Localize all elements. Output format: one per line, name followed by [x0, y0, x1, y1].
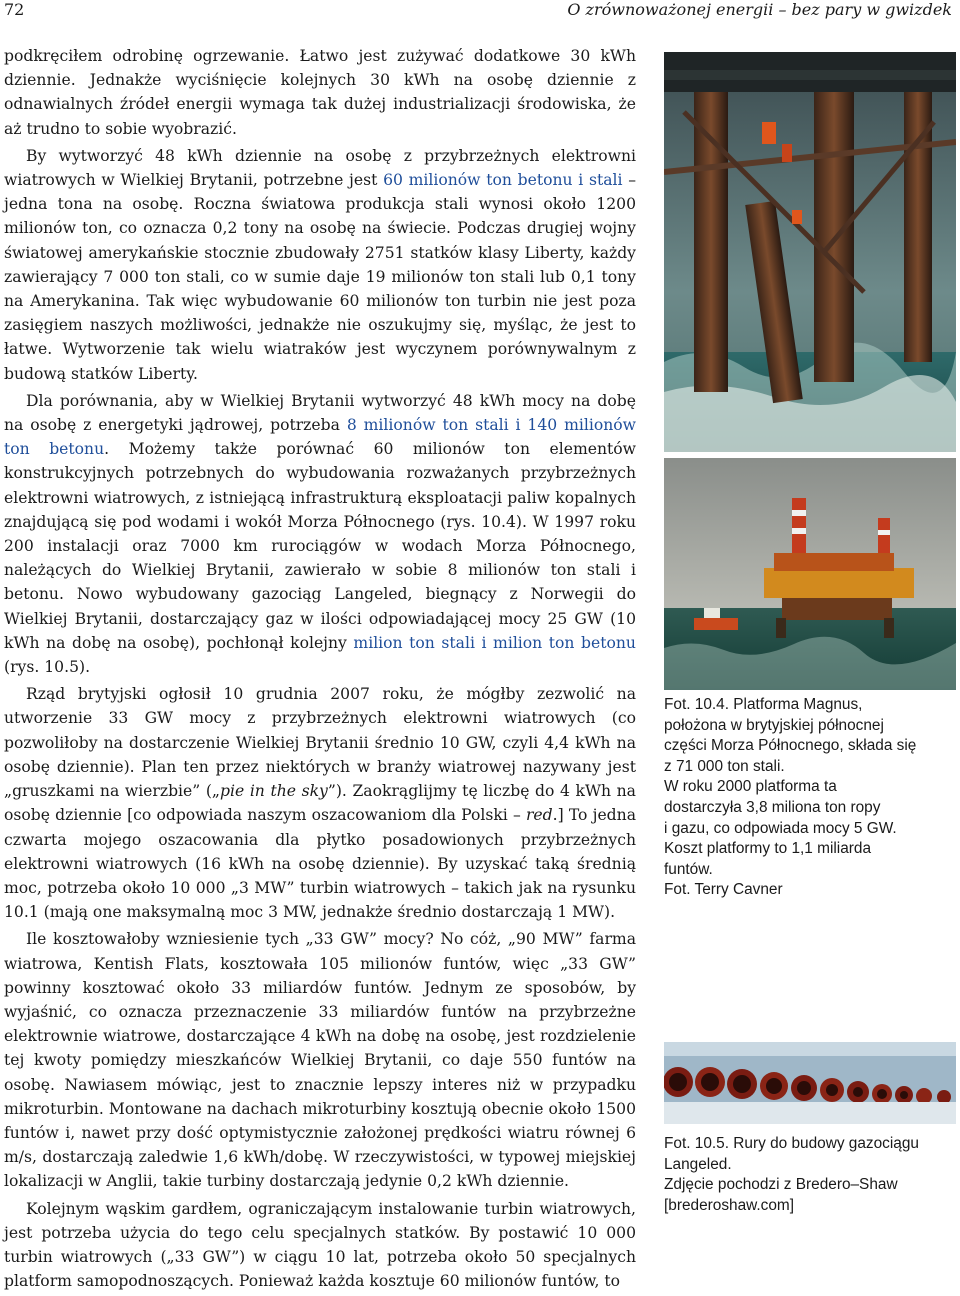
caption-line: części Morza Północnego, składa się — [664, 737, 917, 755]
caption-line: Langeled. — [664, 1155, 732, 1173]
caption-fig-10-5 — [664, 1134, 956, 1216]
text-run: Dla porównania, aby w Wielkiej Brytanii wytworzyć 48 kWh mocy na dobę na osobę z energetyki jądrowej, potrzeba — [4, 391, 636, 435]
text-run: .] To jedna czwarta mojego oszacowania dla płytko posadowionych przybrzeżnych elektrowni wiatrowych (16 kWh na osobę dziennie). By uzyskać taką średnią moc, potrzeba około 10 000 „3 MW” turbin wiatrowych – takich jak na rysunku 10.1 (mają one maksymalną moc 3 MW, jednakże średnio dostarczają 1 MW). — [4, 806, 636, 922]
highlighted-text: 8 milionów ton stali i 140 milionów ton betonu — [4, 416, 636, 459]
caption-line: położona w brytyjskiej północnej — [664, 716, 884, 734]
caption-line: Fot. 10.4. Platforma Magnus, — [664, 696, 863, 713]
highlighted-text: milion ton stali i milion ton betonu — [353, 633, 636, 652]
text-run: pie in the sky — [220, 782, 328, 801]
text-run: Rząd brytyjski ogłosił 10 grudnia 2007 roku, że mógłby zezwolić na utworzenie 33 GW mocy z przybrzeżnych elektrowni wiatrowych (co pozwoliłoby na dostarczenie Wielkiej Brytanii średnio 10 GW, czyli 4,4 kWh na osobę dziennie). Plan ten przez niektórych w branży wiatrowej nazywany jest „gruszkami na wierzbie” („ — [4, 685, 636, 801]
running-title: O zrównoważonej energii – bez pary w gwizdek — [567, 0, 952, 19]
paragraph — [4, 927, 636, 1193]
caption-line: Koszt platformy to 1,1 miliarda — [664, 840, 871, 858]
caption-line: W roku 2000 platforma ta — [664, 778, 837, 796]
caption-line: [brederoshaw.com] — [664, 1196, 795, 1214]
text-run: red — [525, 806, 553, 825]
photo-langeled-pipes — [664, 1042, 956, 1124]
highlighted-text: 60 milionów ton betonu i stali — [383, 171, 623, 190]
paragraph — [4, 144, 636, 386]
caption-line: i gazu, co odpowiada mocy 5 GW. — [664, 819, 897, 837]
paragraph — [4, 389, 636, 679]
text-run: . Możemy także porównać 60 milionów ton elementów konstrukcyjnych potrzebnych do wybudowania rozważanych przybrzeżnych elektrowni wiatrowych, z istniejącą infrastrukturą eksploatacji paliw kopalnych znajdującą się pod wodami i wokół Morza Północnego (rys. 10.4). W 1997 roku 200 instalacji oraz 7000 km rurociągów w wodach Morza Północnego, należących do Wielkiej Brytanii, zawierało w sobie 8 milionów ton stali i betonu. Nowo wybudowany gazociąg Langeled, biegnący z Norwegii do Wielkiej Brytanii, dostarczający gaz w ilości odpowiadającej mocy 25 GW (10 kWh na dobę na osobę), pochłonął kolejny — [4, 440, 637, 652]
body-text — [4, 44, 636, 1296]
caption-line: funtów. — [664, 860, 713, 878]
caption-line: dostarczyła 3,8 miliona ton ropy — [664, 798, 881, 816]
paragraph — [4, 1197, 636, 1294]
paragraph — [4, 682, 636, 924]
photo-magnus-platform — [664, 458, 956, 690]
photo-platform-legs — [664, 52, 956, 452]
paragraph — [4, 44, 636, 141]
text-run: Kolejnym wąskim gardłem, ograniczającym instalowanie turbin wiatrowych, jest potrzeba użycia do tego celu specjalnych statków. By postawić 10 000 turbin wiatrowych („33 GW”) w ciągu 10 lat, potrzeba około 50 specjalnych platform samopodnoszących. Ponieważ każda kosztuje 60 milionów funtów, to — [4, 1199, 636, 1291]
caption-line: Zdjęcie pochodzi z Bredero–Shaw — [664, 1176, 898, 1194]
caption-fig-10-4 — [664, 695, 956, 901]
caption-line: z 71 000 ton stali. — [664, 757, 785, 775]
text-run: Ile kosztowałoby wzniesienie tych „33 GW” mocy? No cóż, „90 MW” farma wiatrowa, Kentish Flats, kosztowała 105 milionów funtów, więc „33 GW” powinny kosztować około 33 miliardów funtów. Jednym ze sposobów, by wyjaśnić, co oznacza przeznaczenie 33 miliardów funtów na przybrzeżne elektrownie wiatrowe, dostarczające 4 kWh na dobę na osobę, jest rozdzielenie tej kwoty pomiędzy mieszkańców Wielkiej Brytanii, co daje 550 funtów na osobę. Nawiasem mówiąc, jest to znacznie lepszy interes niż w przypadku mikroturbin. Montowane na dachach mikroturbiny kosztują obecnie około 1500 funtów i, nawet przy dość optymistycznie założonej prędkości wiatru równej 6 m/s, dostarczają zaledwie 1,6 kWh/dobę. W rzeczywistości, w typowej miejskiej lokalizacji w Anglii, takie turbiny dostarczają jedynie 0,2 kWh dziennie. — [4, 930, 636, 1191]
text-run: – jedna tona na osobę. Roczna światowa produkcja stali wynosi około 1200 milionów ton, co oznacza 0,2 tony na osobę na świecie. Podczas drugiej wojny światowej amerykańskie stocznie zbudowały 2751 statków klasy Liberty, każdy zawierający 7 000 ton stali, co w sumie daje 19 milionów ton stali lub 0,1 tony na Amerykanina. Tak więc wybudowanie 60 milionów ton turbin nie jest poza zasięgiem naszych możliwości, jednakże nie oszukujmy się, myśląc, że jest to łatwe. Wytworzenie tak wielu wiatraków jest wyczynem porównywalnym z budową statków Liberty. — [4, 171, 636, 383]
text-run: ”). Zaokrąglijmy tę liczbę do 4 kWh na osobę dziennie [co odpowiada naszym oszacowaniom dla Polski – — [4, 782, 636, 825]
text-run: podkręciłem odrobinę ogrzewanie. Łatwo jest zużywać dodatkowe 30 kWh dziennie. Jednakże wyciśnięcie kolejnych 30 kWh na osobę dziennie z odnawialnych źródeł energii wymaga tak dużej industrializacji środowiska, że aż trudno to sobie wyobrazić. — [4, 47, 636, 138]
text-run: By wytworzyć 48 kWh dziennie na osobę z przybrzeżnych elektrowni wiatrowych w Wielkiej Brytanii, potrzebne jest — [4, 146, 636, 190]
caption-line: Fot. Terry Cavner — [664, 881, 783, 899]
caption-line: Fot. 10.5. Rury do budowy gazociągu — [664, 1135, 919, 1152]
text-run: (rys. 10.5). — [4, 658, 91, 677]
page-number: 72 — [4, 0, 25, 19]
